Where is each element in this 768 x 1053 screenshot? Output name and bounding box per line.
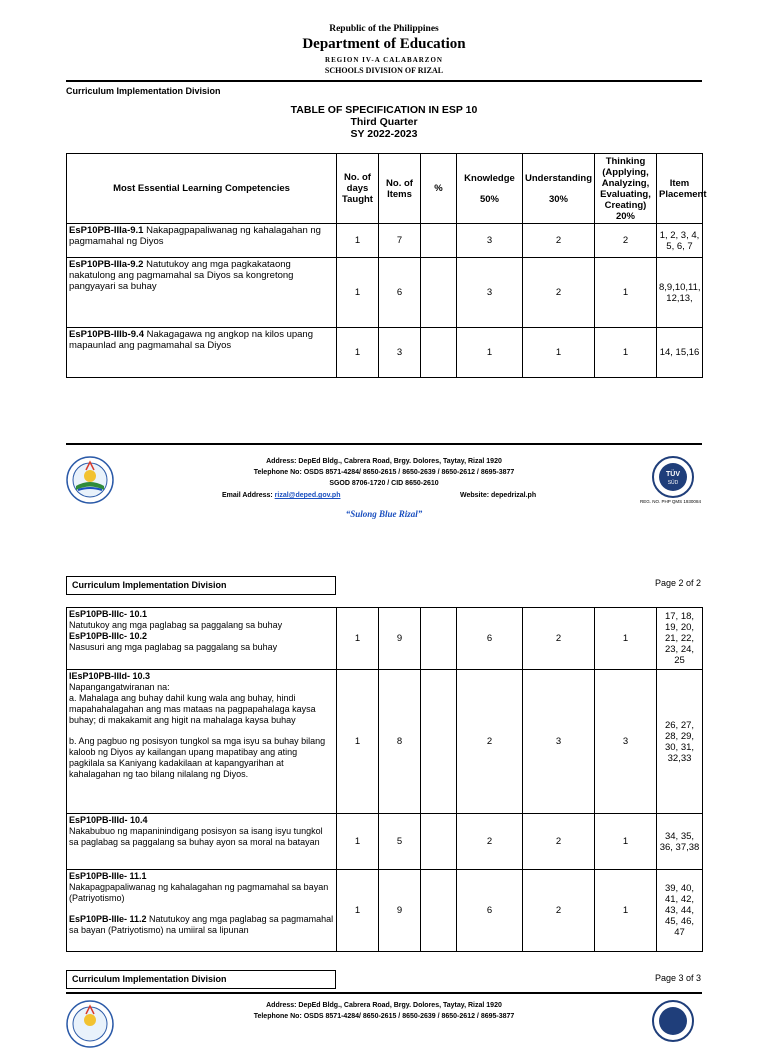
knowledge-cell: 6 (457, 608, 523, 670)
understanding-pct: 30% (548, 193, 568, 205)
items-cell: 7 (379, 224, 421, 258)
competency-text: Nakagagawa ng angkop na kilos upang mapaunlad ang pagmamahal sa Diyos (69, 329, 313, 351)
days-cell: 1 (337, 608, 379, 670)
title-line-3: SY 2022-2023 (350, 128, 418, 140)
understanding-cell: 2 (523, 608, 595, 670)
items-cell: 3 (379, 328, 421, 378)
percent-cell (421, 328, 457, 378)
competency-cell (67, 814, 337, 870)
email-label: Email Address: (222, 492, 275, 499)
percent-cell (421, 870, 457, 952)
footer-telephone: Telephone No: OSDS 8571-4284/ 8650-2615 / 8650-2639 / 8650-2612 / 8695-3877 (253, 469, 515, 476)
table-header-row (67, 154, 703, 224)
footer-address: Address: DepEd Bldg., Cabrera Road, Brgy. Dolores, Taytay, Rizal 1920 (266, 1002, 502, 1009)
knowledge-cell: 2 (457, 814, 523, 870)
knowledge-cell: 6 (457, 870, 523, 952)
header-competencies: Most Essential Learning Competencies (67, 154, 337, 224)
competency-code: EsP10PB-IIIe- 11.1 (69, 871, 147, 881)
table-row (67, 814, 703, 870)
footer-address: Address: DepEd Bldg., Cabrera Road, Brgy. Dolores, Taytay, Rizal 1920 (266, 458, 502, 465)
competency-text: Nakapagpapaliwanag ng kahalagahan ng pagmamahal ng Diyos (69, 225, 321, 247)
header-knowledge (457, 154, 523, 224)
percent-cell (421, 258, 457, 328)
thinking-cell: 2 (595, 224, 657, 258)
days-cell: 1 (337, 870, 379, 952)
department-title: Department of Education (302, 36, 466, 52)
placement-cell: 1, 2, 3, 4, 5, 6, 7 (657, 224, 703, 258)
rizal-seal-logo (66, 1000, 114, 1048)
competency-code: EsP10PB-IIIa-9.2 (69, 259, 144, 270)
competency-code: EsP10PB-IIIc- 10.1 (69, 609, 148, 619)
thinking-cell: 1 (595, 870, 657, 952)
knowledge-label: Knowledge (464, 172, 515, 184)
cid-box-page2: Curriculum Implementation Division (66, 576, 336, 595)
placement-cell: 14, 15,16 (657, 328, 703, 378)
competency-cell (67, 870, 337, 952)
days-cell: 1 (337, 814, 379, 870)
understanding-cell: 2 (523, 814, 595, 870)
competency-text: Nakapagpapaliwanag ng kahalagahan ng pagmamahal sa bayan (Patriyotismo) (69, 882, 329, 903)
understanding-cell: 3 (523, 670, 595, 814)
competency-code: IEsP10PB-IIId- 10.3 (69, 671, 151, 681)
table-row (67, 670, 703, 814)
table-row (67, 224, 703, 258)
competency-cell (67, 608, 337, 670)
header-days: No. of days Taught (337, 154, 379, 224)
days-cell: 1 (337, 224, 379, 258)
items-cell: 6 (379, 258, 421, 328)
tuv-reg-no: REG. NO. PHP QMS 1930084 (640, 499, 701, 504)
knowledge-pct: 50% (479, 193, 499, 205)
footer-sgod: SGOD 8706-1720 / CID 8650-2610 (329, 480, 439, 487)
placement-cell: 34, 35, 36, 37,38 (657, 814, 703, 870)
competency-code: EsP10PB-IIId- 10.4 (69, 815, 148, 825)
thinking-cell: 3 (595, 670, 657, 814)
division-text: SCHOOLS DIVISION OF RIZAL (324, 66, 444, 75)
title-line-1: TABLE OF SPECIFICATION IN ESP 10 (290, 104, 478, 116)
header-thinking (595, 154, 657, 224)
table-row (67, 258, 703, 328)
competency-point-a: a. Mahalaga ang buhay dahil kung wala ang buhay, hindi mapahahalagahan ang mas mataas na pagpapahalaga kaysa buhay; di makakamit ang higit na mahalaga kaysa buhay (69, 693, 316, 725)
page-number-2: Page 2 of 2 (655, 578, 702, 588)
republic-text: Republic of the Philippines (329, 24, 439, 34)
competency-cell (67, 328, 337, 378)
understanding-cell: 2 (523, 258, 595, 328)
placement-cell: 17, 18, 19, 20, 21, 22, 23, 24, 25 (657, 608, 703, 670)
thinking-cell: 1 (595, 258, 657, 328)
header-percent: % (421, 154, 457, 224)
competency-cell (67, 670, 337, 814)
knowledge-cell: 2 (457, 670, 523, 814)
competency-text: Nakabubuo ng mapaninindigang posisyon sa isang isyu tungkol sa paglabag sa paggalang sa buhay ayon sa moral na batayan (69, 826, 323, 847)
knowledge-cell: 3 (457, 258, 523, 328)
cid-label: Curriculum Implementation Division (66, 86, 221, 96)
items-cell: 5 (379, 814, 421, 870)
header-placement: Item Placement (657, 154, 703, 224)
placement-cell: 39, 40, 41, 42, 43, 44, 45, 46, 47 (657, 870, 703, 952)
thinking-cell: 1 (595, 814, 657, 870)
tuv-mark-sub: SÜD (667, 480, 679, 486)
competency-code: EsP10PB-IIIb-9.4 (69, 329, 144, 340)
region-text: REGION IV-A CALABARZON (325, 56, 443, 64)
footer-divider-page3 (66, 992, 702, 994)
header-divider (66, 80, 702, 82)
understanding-label: Understanding (525, 172, 593, 184)
percent-cell (421, 608, 457, 670)
understanding-cell: 2 (523, 870, 595, 952)
days-cell: 1 (337, 258, 379, 328)
title-line-2: Third Quarter (350, 116, 418, 128)
tuv-certification-logo (652, 1000, 694, 1042)
competency-cell (67, 224, 337, 258)
tos-table-page1 (66, 153, 707, 378)
competency-text: Natutukoy ang mga paglabag sa paggalang sa buhay (69, 620, 283, 630)
competency-text-2: Natutukoy ang mga paglabag sa pagmamahal sa bayan (Patriyotismo) na umiiral sa lipunan (69, 914, 334, 935)
footer-website: Website: depedrizal.ph (460, 492, 537, 499)
placement-cell: 8,9,10,11, 12,13, (657, 258, 703, 328)
footer-email-block (222, 492, 340, 499)
table-row (67, 608, 703, 670)
thinking-cell: 1 (595, 608, 657, 670)
motto-text: “Sulong Blue Rizal” (345, 509, 423, 519)
percent-cell (421, 670, 457, 814)
page-number-3: Page 3 of 3 (655, 973, 702, 983)
tos-table-page2 (66, 607, 703, 952)
items-cell: 8 (379, 670, 421, 814)
competency-code: EsP10PB-IIIa-9.1 (69, 225, 144, 236)
competency-text-2-block (69, 914, 334, 936)
footer-telephone: Telephone No: OSDS 8571-4284/ 8650-2615 / 8650-2639 / 8650-2612 / 8695-3877 (253, 1013, 515, 1020)
percent-cell (421, 224, 457, 258)
percent-cell (421, 814, 457, 870)
placement-cell: 26, 27, 28, 29, 30, 31, 32,33 (657, 670, 703, 814)
footer-divider (66, 443, 702, 445)
items-cell: 9 (379, 608, 421, 670)
header-understanding (523, 154, 595, 224)
thinking-cell: 1 (595, 328, 657, 378)
knowledge-cell: 3 (457, 224, 523, 258)
competency-text-2: Nasusuri ang mga paglabag sa paggalang sa buhay (69, 642, 278, 652)
rizal-seal-logo (66, 456, 114, 504)
competency-intro: Napangangatwiranan na: (69, 682, 170, 692)
knowledge-cell: 1 (457, 328, 523, 378)
table-row (67, 870, 703, 952)
understanding-cell: 2 (523, 224, 595, 258)
understanding-cell: 1 (523, 328, 595, 378)
email-link[interactable]: rizal@deped.gov.ph (274, 492, 341, 499)
cid-box-page3: Curriculum Implementation Division (66, 970, 336, 989)
competency-code-2: EsP10PB-IIIe- 11.2 (69, 914, 147, 924)
competency-cell (67, 258, 337, 328)
competency-text: Natutukoy ang mga pagkakataong nakatulong ang pagmamahal sa Diyos sa kongretong pangyayari sa buhay (69, 259, 294, 292)
tuv-certification-logo (652, 456, 694, 498)
competency-point-b: b. Ang pagbuo ng posisyon tungkol sa mga isyu sa buhay bilang kaloob ng Diyos ay kailangan upang mapatibay ang ating pagkilala sa Kaniyang kadakilaan at kapangyarihan at kahalagahan ng tao bilang nilalang ng Diyos. (69, 736, 326, 779)
items-cell: 9 (379, 870, 421, 952)
tuv-mark: TÜV (666, 471, 680, 478)
thinking-pct: 20% (615, 210, 635, 222)
header-items: No. of Items (379, 154, 421, 224)
days-cell: 1 (337, 670, 379, 814)
thinking-label: Thinking (Applying, Analyzing, Evaluating, Creating) (600, 155, 651, 211)
competency-code-2: EsP10PB-IIIc- 10.2 (69, 631, 148, 641)
days-cell: 1 (337, 328, 379, 378)
table-row (67, 328, 703, 378)
